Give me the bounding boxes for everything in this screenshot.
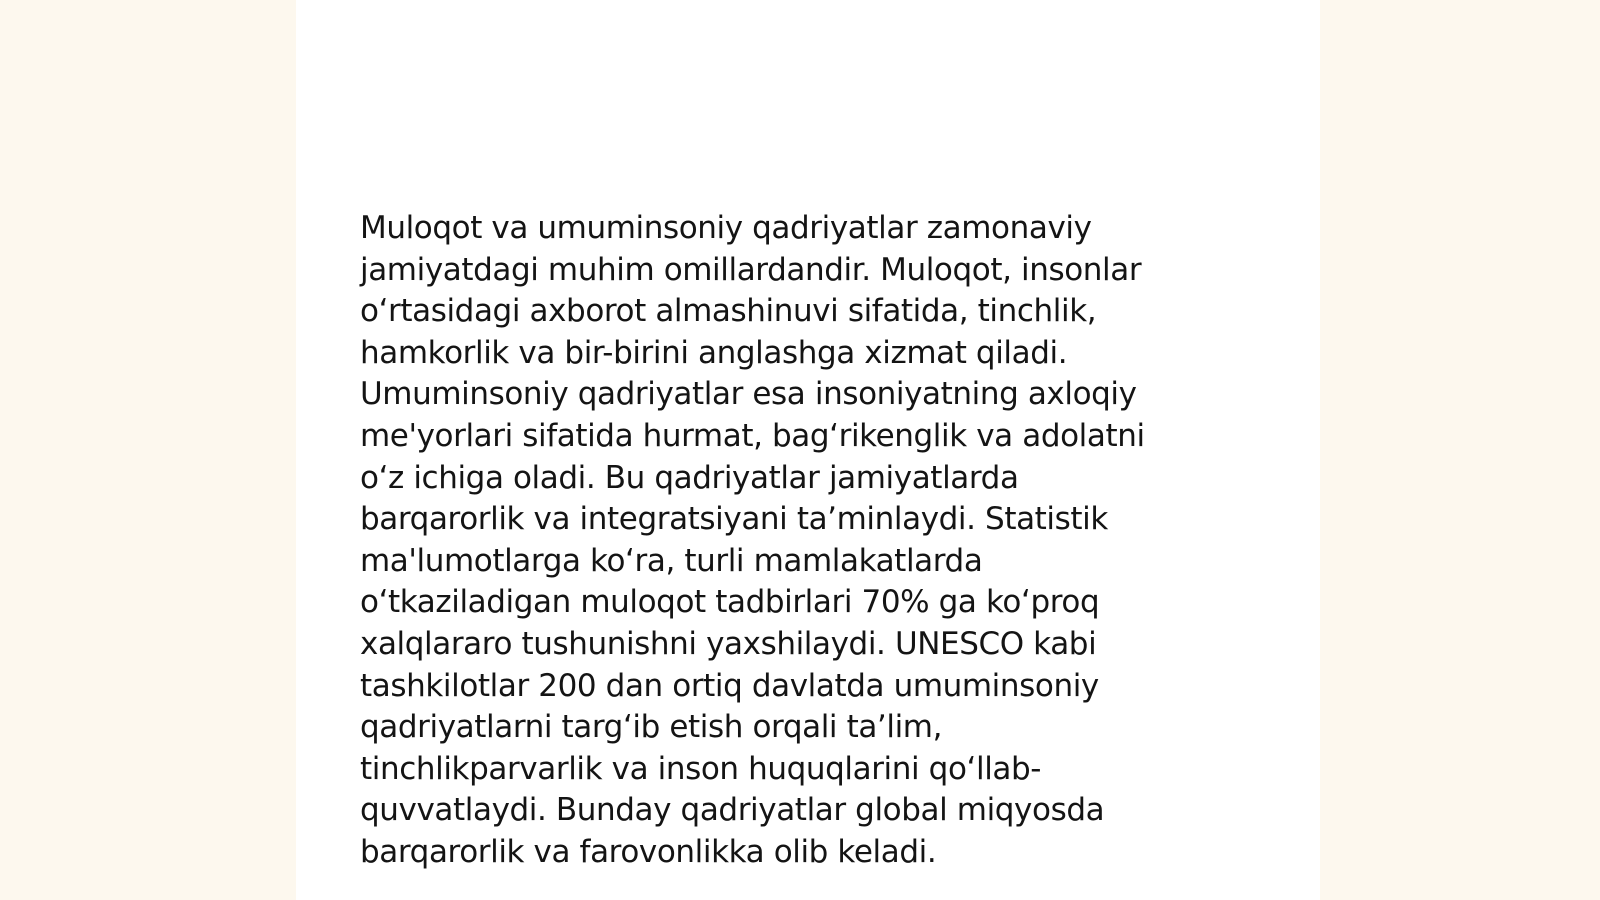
- document-line-11: xalqlararo tushunishni yaxshilaydi. UNESCO kabi: [360, 625, 1097, 662]
- document-line-7: o‘z ichiga oladi. Bu qadriyatlar jamiyatlarda: [360, 459, 1019, 496]
- document-page: [296, 0, 1320, 900]
- document-line-14: tinchlikparvarlik va inson huquqlarini qo‘llab-: [360, 750, 1042, 787]
- left-margin-background: [0, 0, 296, 900]
- document-line-9: ma'lumotlarga ko‘ra, turli mamlakatlarda: [360, 542, 983, 579]
- document-line-5: Umuminsoniy qadriyatlar esa insoniyatning axloqiy: [360, 376, 1137, 413]
- document-line-13: qadriyatlarni targ‘ib etish orqali ta’lim,: [360, 709, 943, 746]
- document-line-1: Muloqot va umuminsoniy qadriyatlar zamonaviy: [360, 210, 1092, 246]
- document-line-6: me'yorlari sifatida hurmat, bag‘rikenglik va adolatni: [360, 417, 1145, 454]
- document-line-8: barqarorlik va integratsiyani ta’minlaydi. Statistik: [360, 501, 1108, 538]
- document-line-10: o‘tkaziladigan muloqot tadbirlari 70% ga ko‘proq: [360, 584, 1100, 621]
- document-line-12: tashkilotlar 200 dan ortiq davlatda umuminsoniy: [360, 667, 1099, 704]
- document-line-3: o‘rtasidagi axborot almashinuvi sifatida, tinchlik,: [360, 293, 1097, 330]
- document-line-16: barqarorlik va farovonlikka olib keladi.: [360, 833, 937, 870]
- document-body: [360, 208, 1220, 874]
- document-line-2: jamiyatdagi muhim omillardandir. Muloqot, insonlar: [360, 251, 1142, 288]
- right-margin-background: [1320, 0, 1600, 900]
- document-line-4: hamkorlik va bir-birini anglashga xizmat qiladi.: [360, 334, 1068, 371]
- document-line-15: quvvatlaydi. Bunday qadriyatlar global miqyosda: [360, 792, 1105, 829]
